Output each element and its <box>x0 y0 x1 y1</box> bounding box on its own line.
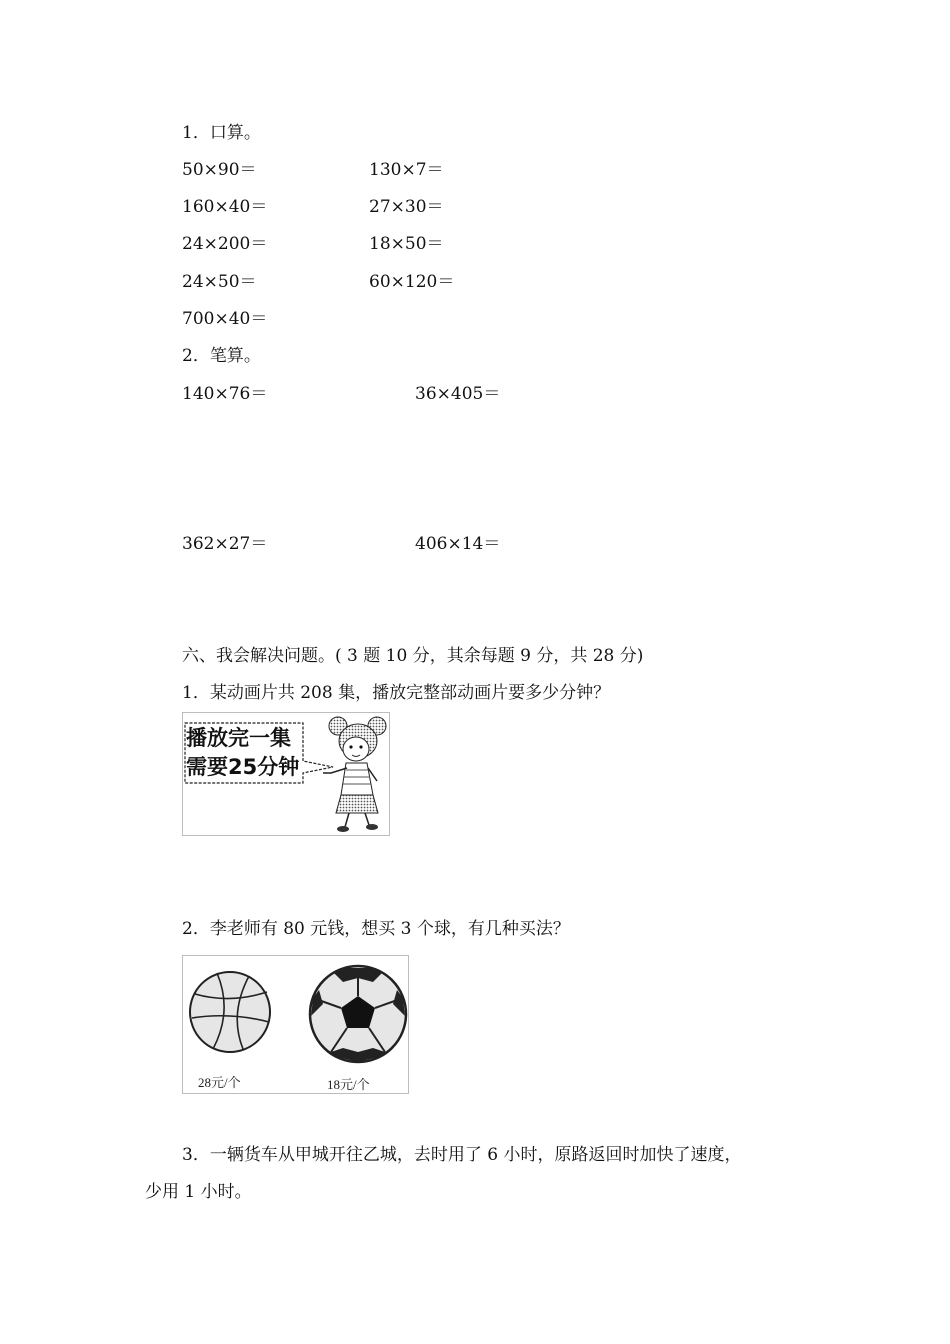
question-1: 1．某动画片共 208 集，播放完整部动画片要多少分钟？ <box>182 683 611 703</box>
balls-figure <box>182 955 409 1094</box>
basketball-icon <box>190 972 270 1052</box>
oral-problem: 160×40＝ <box>182 197 268 217</box>
written-problem: 140×76＝ <box>182 384 268 404</box>
written-problem: 362×27＝ <box>182 534 268 554</box>
bubble-line-2: 需要25分钟 <box>186 755 300 779</box>
question-3-line-2: 少用 1 小时。 <box>145 1182 252 1202</box>
oral-problem: 130×7＝ <box>369 160 444 180</box>
section-6-heading: 六、我会解决问题。( 3 题 10 分，其余每题 9 分，共 28 分) <box>182 646 644 666</box>
question-2: 2．李老师有 80 元钱，想买 3 个球，有几种买法？ <box>182 919 570 939</box>
written-problem: 36×405＝ <box>415 384 501 404</box>
section-1-heading: 1．口算。 <box>182 123 261 143</box>
oral-problem: 24×200＝ <box>182 234 268 254</box>
written-problem: 406×14＝ <box>415 534 501 554</box>
soccer-ball-icon <box>310 966 406 1062</box>
oral-problem: 24×50＝ <box>182 272 257 292</box>
bubble-line-1: 播放完一集 <box>186 726 291 750</box>
oral-problem: 60×120＝ <box>369 272 455 292</box>
oral-problem: 18×50＝ <box>369 234 444 254</box>
oral-problem: 27×30＝ <box>369 197 444 217</box>
soccer-price: 18元/个 <box>327 1077 370 1092</box>
oral-problem: 700×40＝ <box>182 309 268 329</box>
cartoon-figure <box>182 712 390 836</box>
question-3-line-1: 3．一辆货车从甲城开往乙城，去时用了 6 小时，原路返回时加快了速度， <box>182 1145 742 1165</box>
basketball-price: 28元/个 <box>198 1075 241 1090</box>
section-2-heading: 2．笔算。 <box>182 346 261 366</box>
oral-problem: 50×90＝ <box>182 160 257 180</box>
